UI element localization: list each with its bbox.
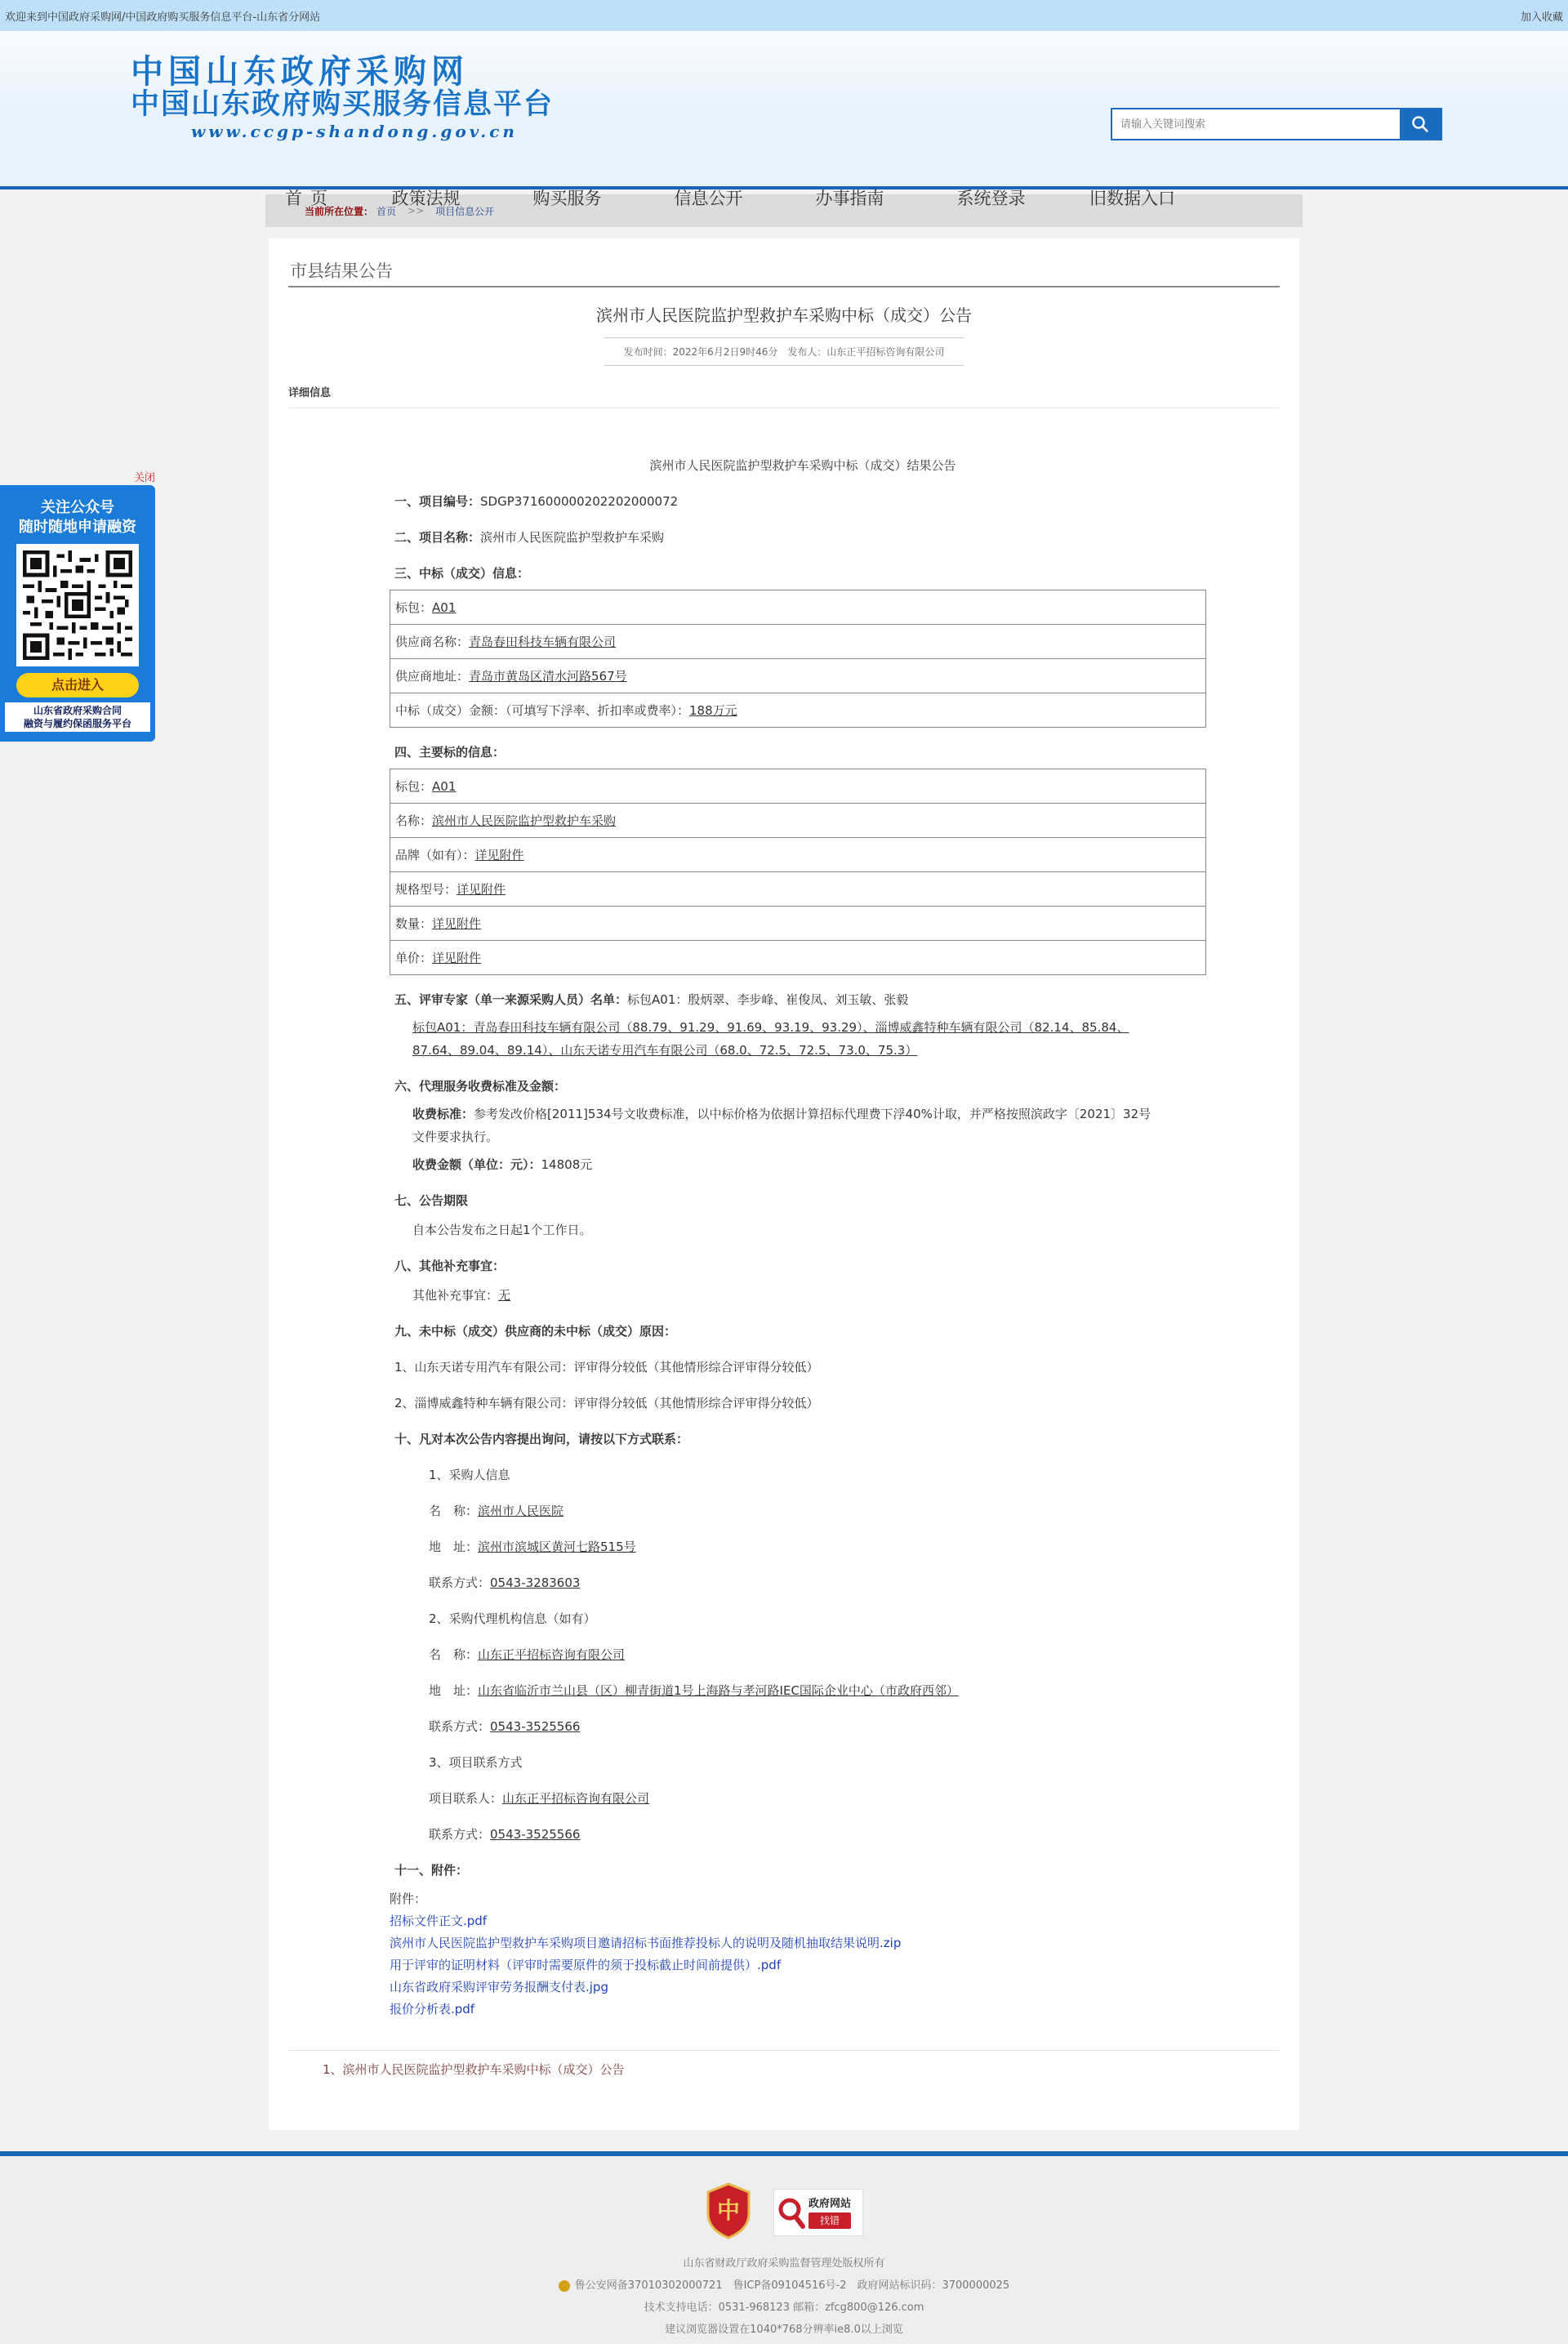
buyer-address: 地 址：滨州市滨城区黄河七路515号 [429, 1540, 636, 1554]
article-body [288, 408, 1154, 2021]
logo-line-2: 中国山东政府购买服务信息平台 [131, 87, 555, 121]
loser-reason-1: 1、山东天诺专用汽车有限公司：评审得分较低（其他情形综合评审得分较低） [394, 1360, 819, 1375]
logo-url: www.ccgp-shandong.gov.cn [191, 122, 518, 141]
breadcrumb-label: 当前所在位置： [305, 205, 374, 217]
search-icon [1411, 115, 1429, 133]
footer-icp: 鲁公安网备37010302000721 鲁ICP备09104516号-2 政府网站标识码：3700000025 [0, 2275, 1568, 2297]
badge-text-2: 找错 [808, 2213, 851, 2229]
related-notices [288, 2050, 1280, 2078]
float-caption-2: 融资与履约保函服务平台 [23, 718, 131, 729]
footer-copyright: 山东省财政厅政府采购监督管理处版权所有 [683, 2257, 885, 2270]
table-row: 数量：详见附件 [390, 907, 1206, 941]
related-notice-link[interactable]: 1、滨州市人民医院监护型救护车采购中标（成交）公告 [323, 2062, 625, 2077]
attachment-label: 附件： [390, 1892, 427, 1906]
svg-text:中: 中 [716, 2197, 741, 2224]
contact-heading: 十、凡对本次公告内容提出询问，请按以下方式联系： [394, 1432, 689, 1446]
agency-phone: 联系方式：0543-3525566 [429, 1719, 581, 1734]
fee-amount: 收费金额（单位：元）：14808元 [412, 1157, 593, 1172]
magnifier-icon [777, 2196, 805, 2229]
win-info-heading: 三、中标（成交）信息： [394, 566, 530, 581]
nav-home[interactable]: 首页 [285, 189, 336, 208]
nav-info-disclosure[interactable]: 信息公开 [674, 189, 743, 208]
float-caption [5, 702, 150, 732]
buyer-phone: 联系方式：0543-3283603 [429, 1575, 581, 1590]
qr-code-icon [16, 544, 139, 666]
nav-policy[interactable]: 政策法规 [391, 189, 461, 208]
attachment-list [390, 1888, 1154, 2021]
expert-scores: 标包A01：青岛春田科技车辆有限公司（88.79、91.29、91.69、93.19、93.29）、淄博威鑫特种车辆有限公司（82.14、85.84、87.64、89.04、89.14）、山东天诺专用汽车有限公司（68.0、72.5、72.5、73.0、75.3） [412, 1020, 1129, 1058]
footer-badges [0, 2156, 1568, 2246]
table-row: 规格型号：详见附件 [390, 872, 1206, 907]
float-caption-1: 山东省政府采购合同 [33, 705, 122, 716]
attachment-link[interactable]: 山东省政府采购评审劳务报酬支付表.jpg [390, 1980, 608, 1994]
loser-reason-2: 2、淄博威鑫特种车辆有限公司：评审得分较低（其他情形综合评审得分较低） [394, 1396, 819, 1410]
attachment-link[interactable]: 报价分析表.pdf [390, 2002, 475, 2016]
other-heading: 八、其他补充事宜： [394, 1259, 506, 1273]
section-title: 市县结果公告 [288, 258, 1280, 287]
article-card [269, 238, 1299, 2130]
attachment-link[interactable]: 招标文件正文.pdf [390, 1914, 488, 1928]
footer-browser-tip: 建议浏览器设置在1040*768分辨率ie8.0以上浏览 [665, 2324, 903, 2336]
notice-period: 自本公告发布之日起1个工作日。 [412, 1223, 592, 1237]
project-contact-phone: 联系方式：0543-3525566 [429, 1827, 581, 1842]
search-input[interactable] [1112, 109, 1400, 139]
logo-line-1: 中国山东政府采购网 [131, 52, 469, 91]
project-contact-person: 项目联系人：山东正平招标咨询有限公司 [429, 1791, 650, 1806]
main-nav [270, 185, 1203, 212]
add-favorite-link[interactable]: 加入收藏 [1520, 11, 1563, 24]
nav-login[interactable]: 系统登录 [956, 189, 1026, 208]
welcome-text: 欢迎来到中国政府采购网/中国政府购买服务信息平台-山东省分网站 [5, 11, 321, 24]
badge-text-1: 政府网站 [808, 2198, 852, 2210]
win-info-table [390, 590, 1206, 728]
buyer-title: 1、采购人信息 [429, 1468, 510, 1482]
detail-label: 详细信息 [288, 384, 1280, 408]
nav-old-data[interactable]: 旧数据入口 [1089, 189, 1175, 208]
article-meta: 发布时间：2022年6月2日9时46分 发布人：山东正平招标咨询有限公司 [604, 337, 964, 366]
nav-purchase-service[interactable]: 购买服务 [532, 189, 602, 208]
table-row: 品牌（如有）：详见附件 [390, 838, 1206, 872]
breadcrumb-current[interactable]: 项目信息公开 [435, 205, 495, 217]
gov-website-error-badge[interactable] [773, 2189, 863, 2236]
buyer-name: 名 称：滨州市人民医院 [429, 1504, 564, 1518]
fee-standard: 收费标准：参考发改价格[2011]534号文收费标准，以中标价格为依据计算招标代理费下浮40%计取，并严格按照滨政字〔2021〕32号文件要求执行。 [412, 1107, 1152, 1144]
project-number: 一、项目编号：SDGP371600000202202000072 [394, 494, 679, 509]
attachment-link[interactable]: 用于评审的证明材料（评审时需要原件的须于投标截止时间前提供）.pdf [390, 1958, 782, 1972]
other-info: 其他补充事宜：无 [412, 1288, 511, 1303]
site-footer [0, 2151, 1568, 2344]
float-title-2: 随时随地申请融资 [19, 519, 136, 536]
float-panel[interactable] [0, 485, 155, 742]
table-row: 供应商地址：青岛市黄岛区清水河路567号 [390, 659, 1206, 693]
breadcrumb-separator: >> [408, 205, 425, 216]
losers-heading: 九、未中标（成交）供应商的未中标（成交）原因： [394, 1324, 677, 1339]
agency-title: 2、采购代理机构信息（如有） [429, 1611, 596, 1626]
article-subtitle: 滨州市人民医院监护型救护车采购中标（成交）结果公告 [649, 458, 956, 473]
attachments-heading: 十一、附件： [394, 1863, 469, 1878]
table-row: 中标（成交）金额：（可填写下浮率、折扣率或费率）：188万元 [390, 693, 1206, 728]
top-bar [0, 0, 1568, 31]
agency-address: 地 址：山东省临沂市兰山县（区）柳青街道1号上海路与孝河路IEC国际企业中心（市政府西邻） [429, 1683, 959, 1698]
experts: 五、评审专家（单一来源采购人员）名单：标包A01：殷炳翠、李步峰、崔俊凤、刘玉敏、张毅 [394, 992, 909, 1007]
items-table [390, 769, 1206, 975]
table-row: 标包：A01 [390, 769, 1206, 804]
float-close-button[interactable]: 关闭 [133, 472, 155, 484]
project-name: 二、项目名称：滨州市人民医院监护型救护车采购 [394, 530, 665, 545]
table-row: 供应商名称：青岛春田科技车辆有限公司 [390, 625, 1206, 659]
attachment-link[interactable]: 滨州市人民医院监护型救护车采购项目邀请招标书面推荐投标人的说明及随机抽取结果说明.zip [390, 1936, 902, 1950]
floating-ad [0, 469, 155, 742]
search-button[interactable] [1400, 109, 1441, 139]
agency-name: 名 称：山东正平招标咨询有限公司 [429, 1647, 626, 1662]
table-row: 单价：详见附件 [390, 941, 1206, 975]
article-title: 滨州市人民医院监护型救护车采购中标（成交）公告 [596, 305, 972, 325]
table-row: 标包：A01 [390, 590, 1206, 625]
fee-heading: 六、代理服务收费标准及金额： [394, 1079, 567, 1094]
site-logo[interactable] [131, 52, 580, 168]
table-row: 名称：滨州市人民医院监护型救护车采购 [390, 804, 1206, 838]
police-emblem-icon [559, 2280, 570, 2292]
search-box [1111, 108, 1442, 140]
site-header [0, 31, 1568, 208]
party-gov-badge-icon[interactable] [705, 2182, 752, 2246]
breadcrumb-home[interactable]: 首页 [376, 205, 397, 217]
float-title-1: 关注公众号 [41, 499, 114, 516]
nav-guide[interactable]: 办事指南 [815, 189, 884, 208]
float-enter-button[interactable]: 点击进入 [16, 673, 139, 697]
items-heading: 四、主要标的信息： [394, 745, 506, 760]
project-contact-title: 3、项目联系方式 [429, 1755, 523, 1770]
notice-period-heading: 七、公告期限 [394, 1193, 469, 1208]
footer-support: 技术支持电话：0531-968123 邮箱：zfcg800@126.com [644, 2302, 924, 2314]
